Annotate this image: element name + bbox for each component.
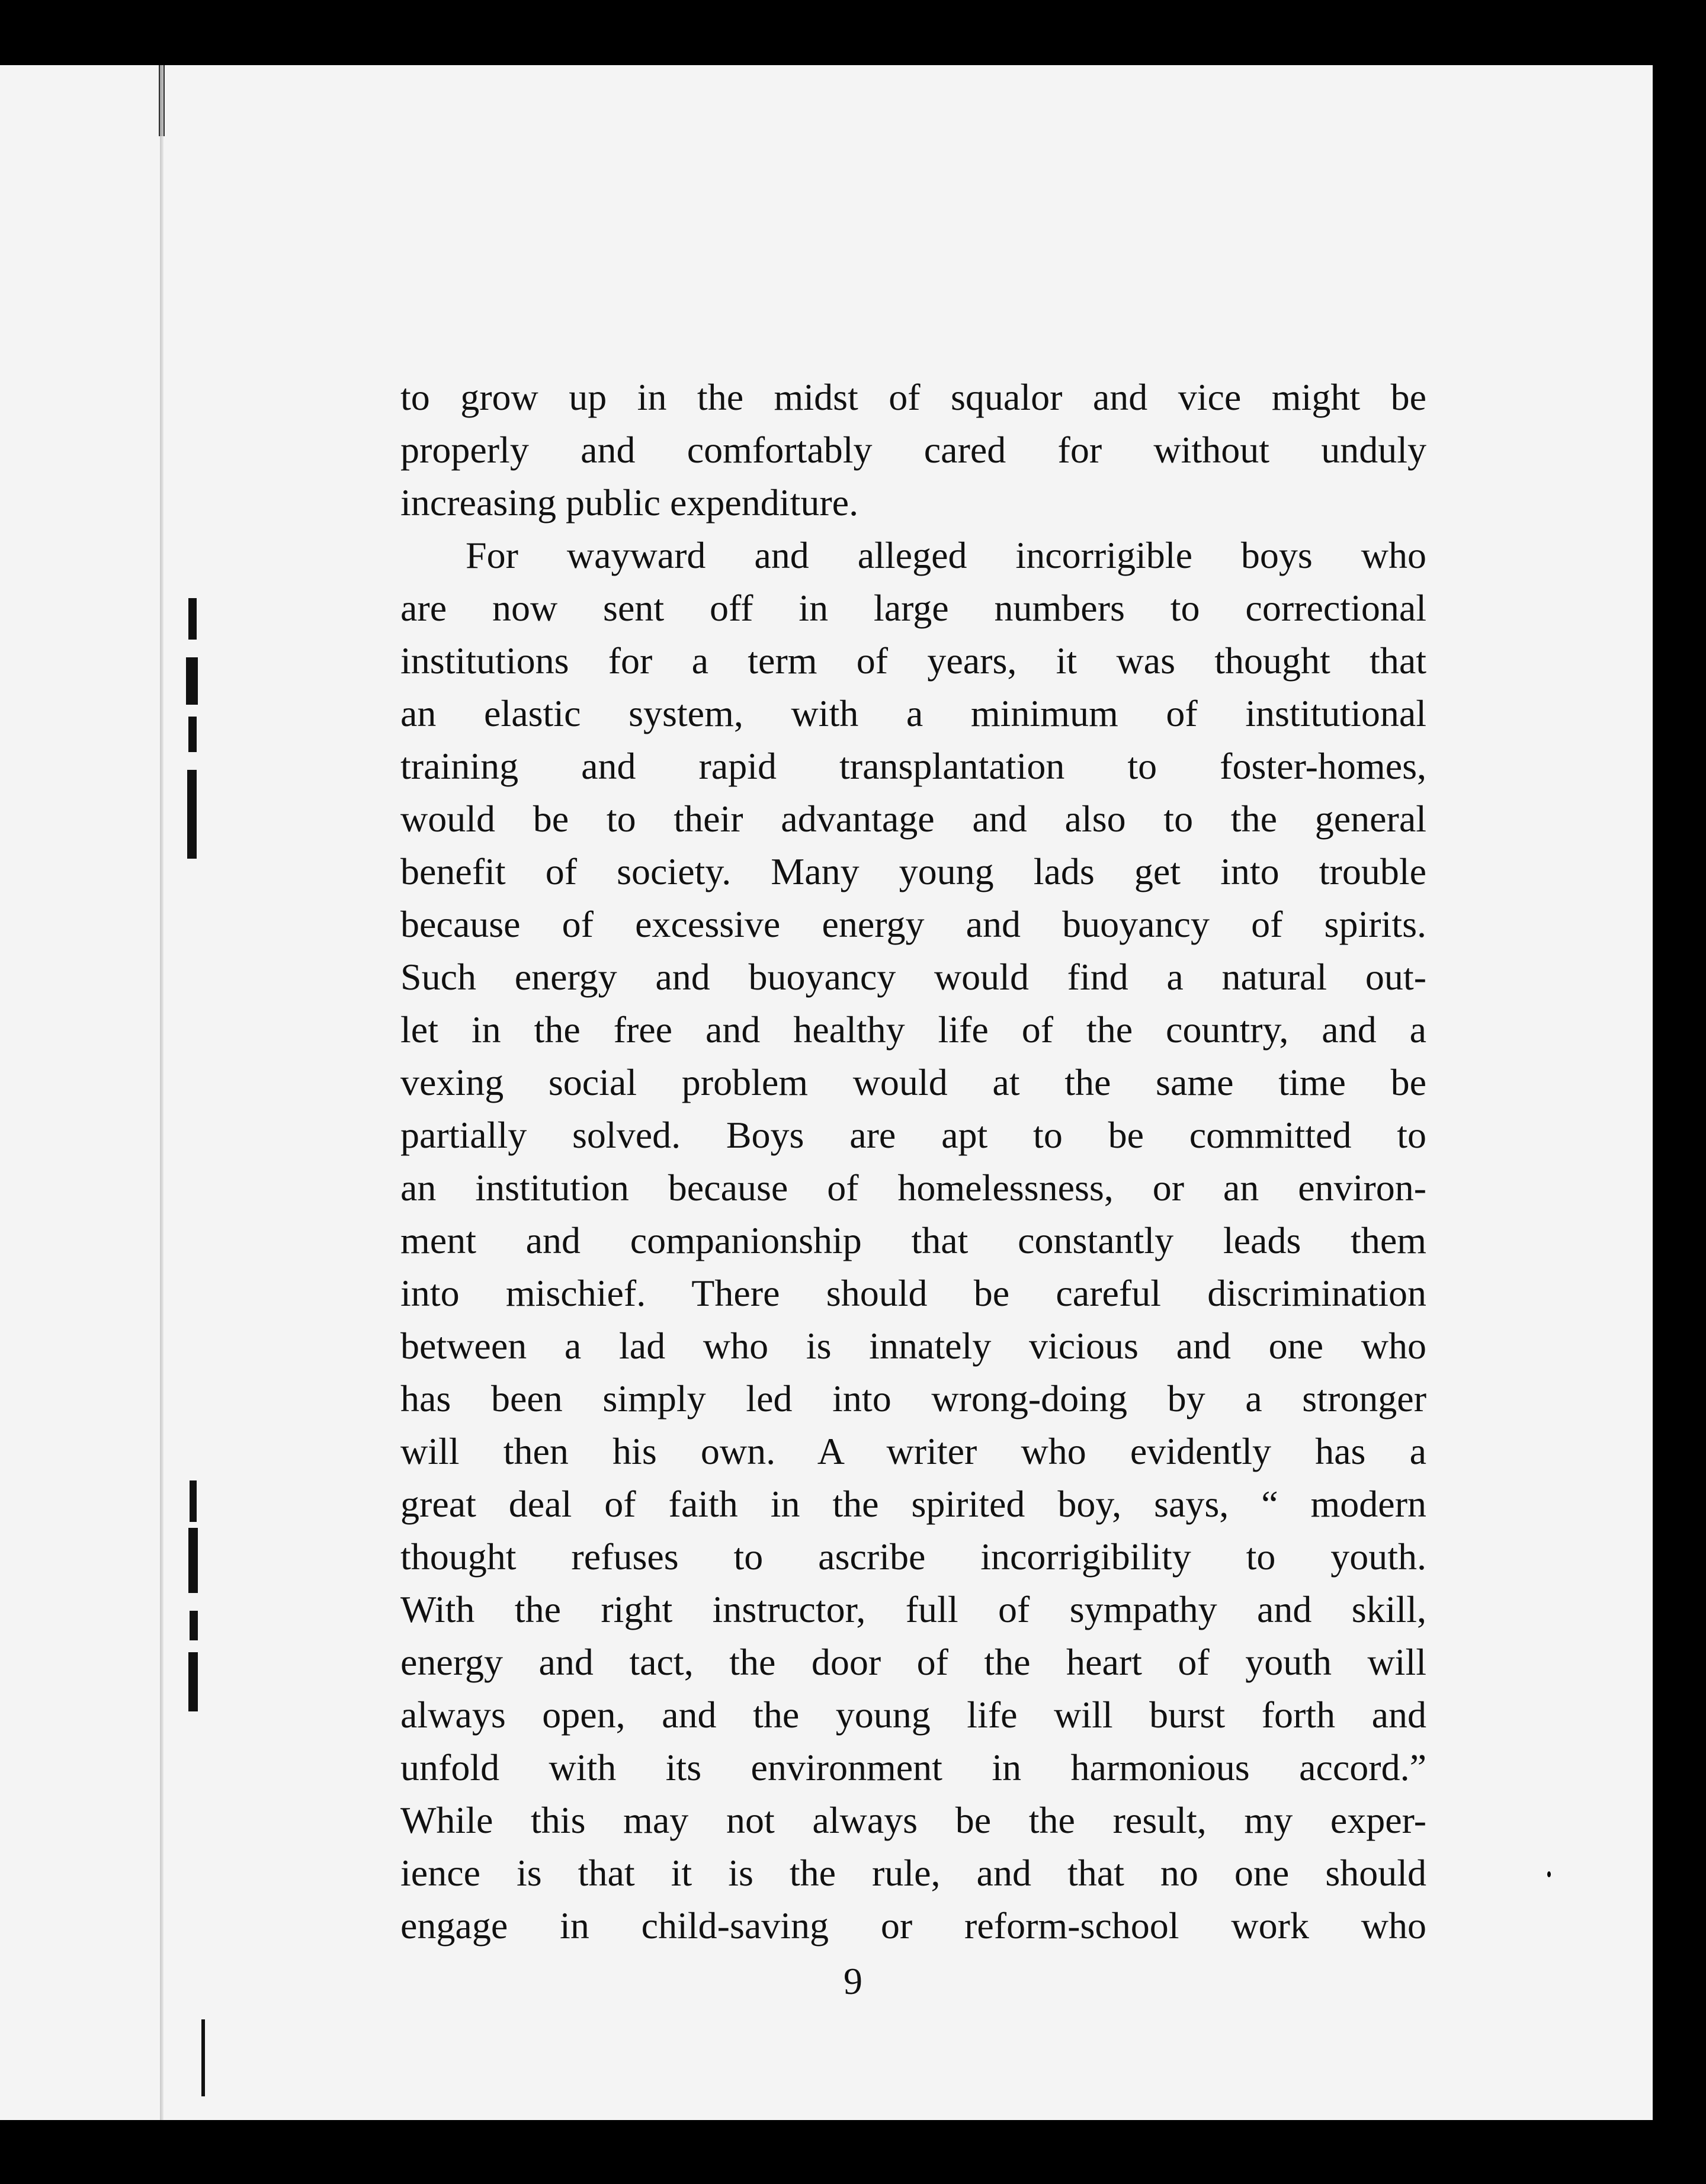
text-line: increasing public expenditure. bbox=[400, 481, 859, 523]
text-line: into mischief. There should be careful discrimination bbox=[400, 1272, 1426, 1314]
text-line: thought refuses to ascribe incorrigibility to youth. bbox=[400, 1536, 1426, 1578]
text-line: ment and companionship that constantly leads them bbox=[400, 1219, 1426, 1261]
paper-speck bbox=[1547, 1871, 1551, 1877]
text-line: unfold with its environment in harmonious accord.” bbox=[400, 1746, 1426, 1788]
text-line: energy and tact, the door of the heart of youth will bbox=[400, 1641, 1426, 1683]
text-line: would be to their advantage and also to the general bbox=[400, 798, 1426, 840]
text-line: properly and comfortably cared for without unduly bbox=[400, 429, 1426, 471]
text-line: For wayward and alleged incorrigible boys who bbox=[466, 534, 1426, 576]
text-line: partially solved. Boys are apt to be committed to bbox=[400, 1114, 1426, 1156]
text-line: ience is that it is the rule, and that no one should bbox=[400, 1852, 1426, 1894]
text-line: engage in child-saving or reform-school work who bbox=[400, 1904, 1426, 1947]
text-line: always open, and the young life will burst forth and bbox=[400, 1694, 1426, 1736]
margin-mark bbox=[190, 1611, 198, 1640]
text-line: will then his own. A writer who evidently has a bbox=[400, 1430, 1426, 1472]
body-text bbox=[400, 371, 1426, 1952]
text-line: has been simply led into wrong-doing by a stronger bbox=[400, 1377, 1426, 1419]
text-line: an institution because of homelessness, or an environ- bbox=[400, 1167, 1426, 1209]
margin-mark bbox=[190, 1480, 197, 1522]
margin-mark bbox=[188, 598, 197, 640]
margin-mark bbox=[201, 2019, 205, 2096]
margin-mark bbox=[186, 657, 198, 705]
text-line: an elastic system, with a minimum of institutional bbox=[400, 692, 1426, 734]
text-line: vexing social problem would at the same time be bbox=[400, 1061, 1426, 1103]
text-line: let in the free and healthy life of the country, and a bbox=[400, 1009, 1426, 1051]
text-line: training and rapid transplantation to foster-homes, bbox=[400, 745, 1426, 787]
page-number: 9 bbox=[844, 1960, 862, 2002]
book-page bbox=[0, 65, 1653, 2120]
margin-mark bbox=[188, 717, 197, 752]
margin-mark bbox=[187, 770, 197, 859]
text-line: between a lad who is innately vicious and one who bbox=[400, 1325, 1426, 1367]
text-line: are now sent off in large numbers to correctional bbox=[400, 587, 1426, 629]
text-line: Such energy and buoyancy would find a natural out- bbox=[400, 956, 1426, 998]
text-line: benefit of society. Many young lads get into trouble bbox=[400, 850, 1426, 892]
binding-edge bbox=[160, 65, 163, 2120]
margin-mark bbox=[188, 1652, 198, 1711]
text-line: While this may not always be the result, my exper- bbox=[400, 1799, 1426, 1841]
text-line: institutions for a term of years, it was thought that bbox=[400, 640, 1426, 682]
text-line: With the right instructor, full of sympathy and skill, bbox=[400, 1588, 1426, 1630]
text-line: to grow up in the midst of squalor and vice might be bbox=[400, 376, 1426, 418]
text-line: because of excessive energy and buoyancy of spirits. bbox=[400, 903, 1426, 945]
margin-mark bbox=[188, 1528, 198, 1593]
text-line: great deal of faith in the spirited boy, says, “ modern bbox=[400, 1483, 1426, 1525]
